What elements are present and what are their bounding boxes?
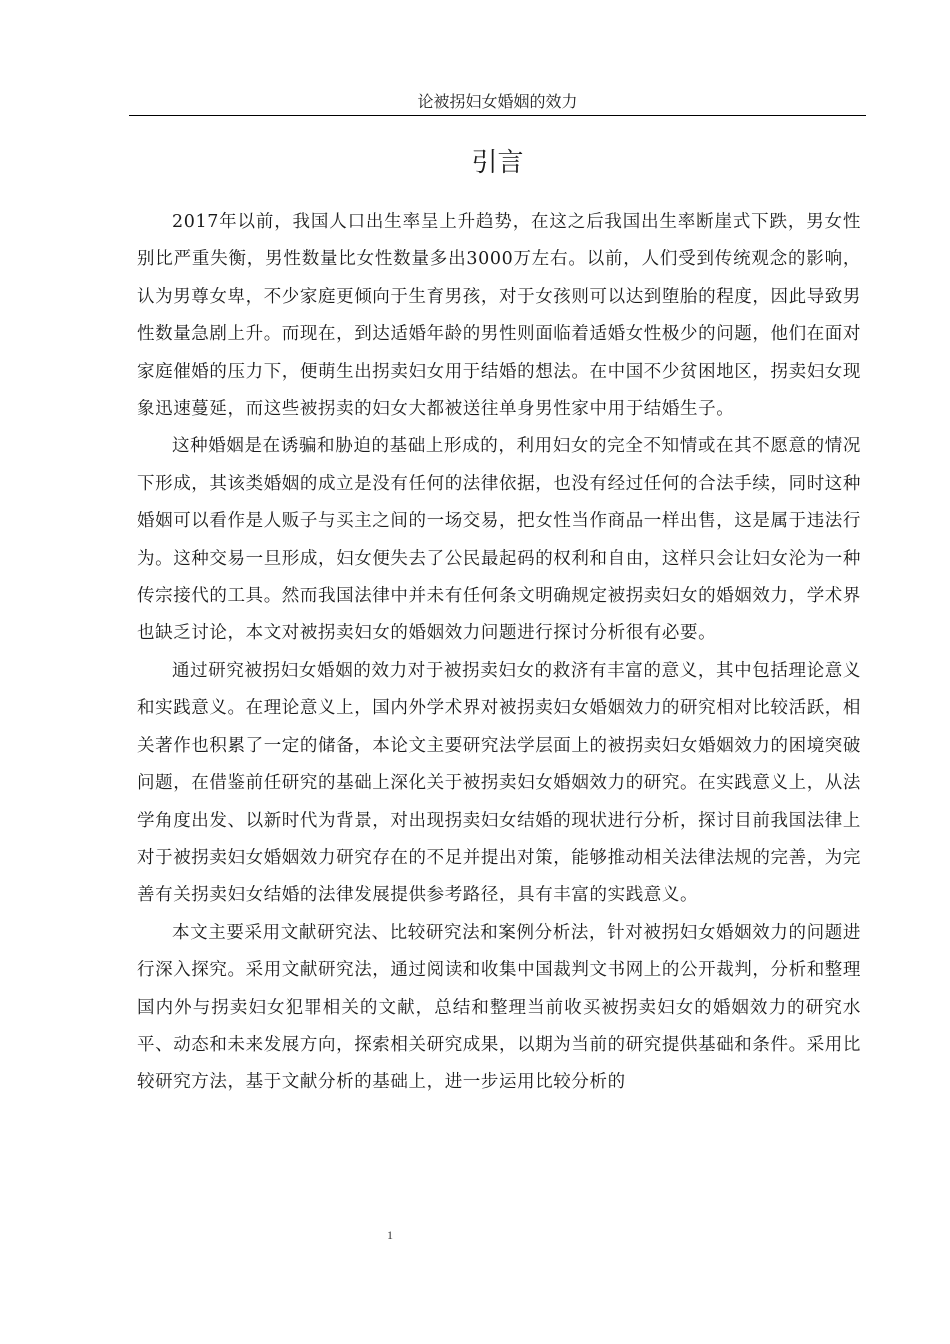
paragraph: 这种婚姻是在诱骗和胁迫的基础上形成的，利用妇女的完全不知情或在其不愿意的情况下形成，其该类婚姻的成立是没有任何的法律依据，也没有经过任何的合法手续，同时这种婚姻可以看作是人贩子与买主之间的一场交易，把女性当作商品一样出售，这是属于违法行为。这种交易一旦形成，妇女便失去了公民最起码的权利和自由，这样只会让妇女沦为一种传宗接代的工具。然而我国法律中并未有任何条文明确规定被拐卖妇女的婚姻效力，学术界也缺乏讨论，本文对被拐卖妇女的婚姻效力问题进行探讨分析很有必要。 bbox=[137, 436, 861, 644]
body-text bbox=[137, 204, 861, 1102]
header-rule bbox=[129, 115, 866, 116]
paragraph: 通过研究被拐妇女婚姻的效力对于被拐卖妇女的救济有丰富的意义，其中包括理论意义和实践意义。在理论意义上，国内外学术界对被拐卖妇女婚姻效力的研究相对比较活跃，相关著作也积累了一定的储备，本论文主要研究法学层面上的被拐卖妇女婚姻效力的困境突破问题，在借鉴前任研究的基础上深化关于被拐卖妇女婚姻效力的研究。在实践意义上，从法学角度出发、以新时代为背景，对出现拐卖妇女结婚的现状进行分析，探讨目前我国法律上对于被拐卖妇女婚姻效力研究存在的不足并提出对策，能够推动相关法律法规的完善，为完善有关拐卖妇女结婚的法律发展提供参考路径，具有丰富的实践意义。 bbox=[137, 660, 861, 906]
page-number: 1 bbox=[387, 1228, 393, 1242]
paragraph: 2017年以前，我国人口出生率呈上升趋势，在这之后我国出生率断崖式下跌，男女性别比严重失衡，男性数量比女性数量多出3000万左右。以前，人们受到传统观念的影响，认为男尊女卑，不少家庭更倾向于生育男孩，对于女孩则可以达到堕胎的程度，因此导致男性数量急剧上升。而现在，到达适婚年龄的男性则面临着适婚女性极少的问题，他们在面对家庭催婚的压力下，便萌生出拐卖妇女用于结婚的想法。在中国不少贫困地区，拐卖妇女现象迅速蔓延，而这些被拐卖的妇女大都被送往单身男性家中用于结婚生子。 bbox=[137, 212, 861, 420]
paragraph: 本文主要采用文献研究法、比较研究法和案例分析法，针对被拐妇女婚姻效力的问题进行深入探究。采用文献研究法，通过阅读和收集中国裁判文书网上的公开裁判，分析和整理国内外与拐卖妇女犯罪相关的文献，总结和整理当前收买被拐卖妇女的婚姻效力的研究水平、动态和未来发展方向，探索相关研究成果，以期为当前的研究提供基础和条件。采用比较研究方法，基于文献分析的基础上，进一步运用比较分析的 bbox=[137, 922, 861, 1093]
running-header: 论被拐妇女婚姻的效力 bbox=[417, 92, 578, 111]
section-title: 引言 bbox=[471, 148, 524, 178]
